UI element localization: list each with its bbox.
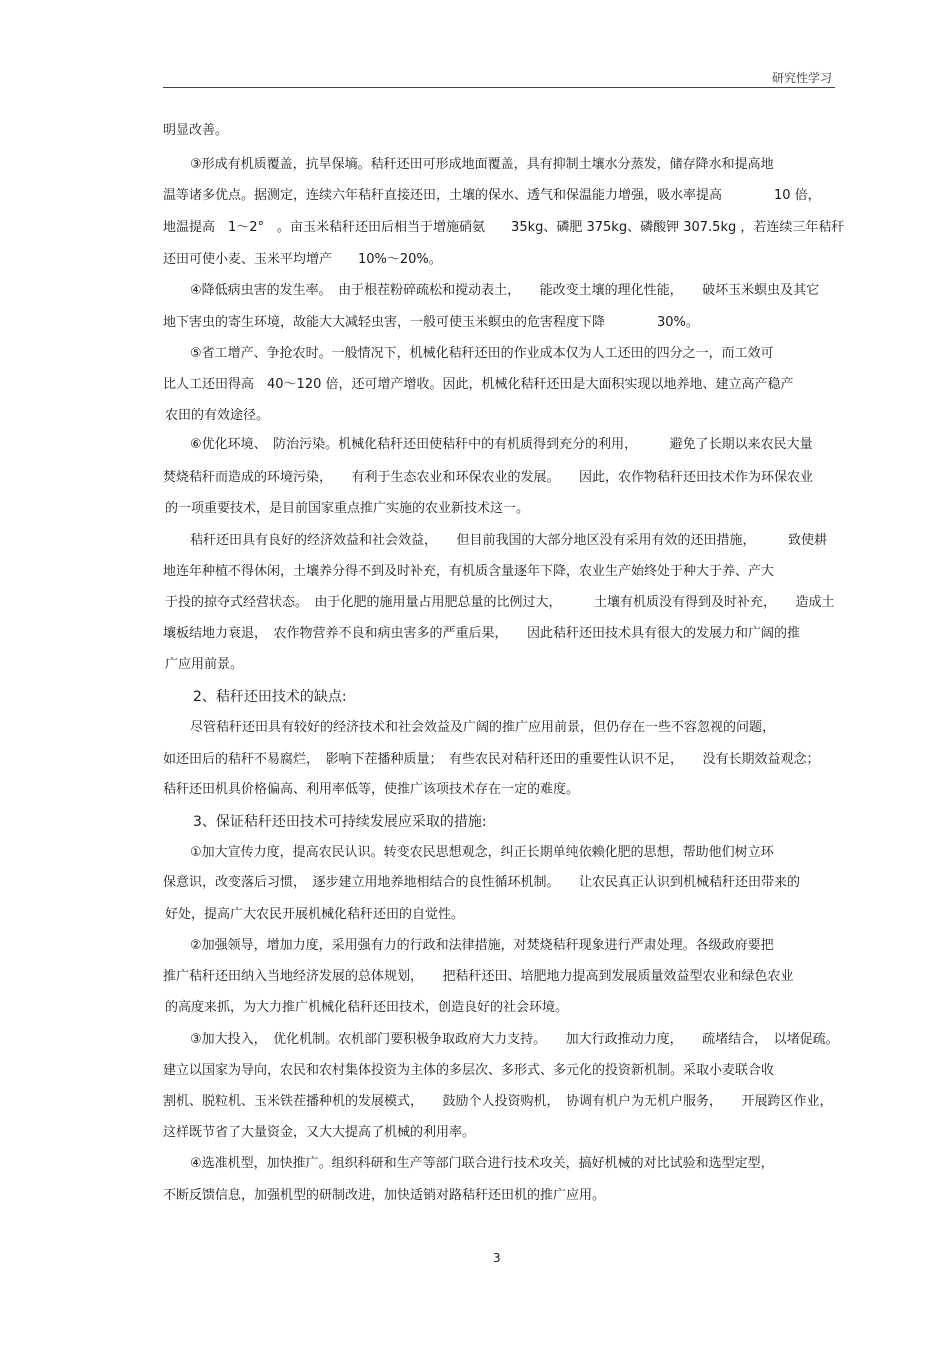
text-line: 地连年种植不得休闲，土壤养分得不到及时补充，有机质含量逐年下降，农业生产始终处于种大于养、产大 — [163, 564, 775, 579]
text-line: ④降低病虫害的发生率。 由于根茬粉碎疏松和搅动表土， 能改变土壤的理化性能， 破坏玉米螟虫及其它 — [190, 283, 820, 298]
text-line: ②加强领导，增加力度，采用强有力的行政和法律措施，对焚烧秸秆现象进行严肃处理。各级政府要把 — [190, 938, 774, 953]
text-line: ④选准机型，加快推广。组织科研和生产等部门联合进行技术攻关，搞好机械的对比试验和选型定型， — [190, 1156, 774, 1171]
text-line: 温等诸多优点。据测定，连续六年秸秆直接还田，土壤的保水、透气和保温能力增强，吸水率提高 10 倍， — [163, 188, 821, 203]
text-line: 的一项重要技术，是目前国家重点推广实施的农业新技术这一。 — [165, 501, 530, 516]
text-line: 的高度来抓，为大力推广机械化秸秆还田技术，创造良好的社会环境。 — [165, 1000, 569, 1015]
text-line: 壤板结地力衰退， 农作物营养不良和病虫害多的严重后果， 因此秸秆还田技术具有很大的发展力和广阔的推 — [163, 626, 801, 641]
section-heading: 2、秸秆还田技术的缺点: — [193, 689, 347, 705]
page-number: 3 — [493, 1251, 501, 1265]
text-line: 比人工还田得高 40～120 倍，还可增产增收。因此，机械化秸秆还田是大面积实现以地养地、建立高产稳产 — [163, 377, 794, 392]
text-line: 不断反馈信息，加强机型的研制改进，加快适销对路秸秆还田机的推广应用。 — [163, 1188, 606, 1203]
text-line: 地下害虫的寄生环境，故能大大减轻虫害，一般可使玉米螟虫的危害程度下降 30%。 — [163, 315, 699, 330]
text-line: 好处，提高广大农民开展机械化秸秆还田的自觉性。 — [165, 907, 465, 922]
header-divider — [163, 87, 835, 88]
header-title: 研究性学习 — [771, 71, 832, 85]
text-line: 保意识，改变落后习惯， 逐步建立用地养地相结合的良性循环机制。 让农民真正认识到机械秸秆还田带来的 — [163, 875, 801, 890]
text-line: 推广秸秆还田纳入当地经济发展的总体规划， 把秸秆还田、培肥地力提高到发展质量效益型农业和绿色农业 — [163, 969, 794, 984]
text-line: 秸秆还田机具价格偏高、利用率低等，使推广该项技术存在一定的难度。 — [163, 782, 580, 797]
text-line: 割机、脱粒机、玉米铁茬播种机的发展模式， 鼓励个人投资购机， 协调有机户为无机户服务， 开展跨区作业， — [163, 1094, 833, 1109]
section-heading: 3、保证秸秆还田技术可持续发展应采取的措施: — [193, 814, 487, 830]
text-line: 广应用前景。 — [165, 657, 244, 672]
text-line: ③加大投入， 优化机制。农机部门要积极争取政府大力支持。 加大行政推动力度， 疏堵结合， 以堵促疏。 — [190, 1032, 839, 1047]
text-line: 地温提高 1～2° 。亩玉米秸秆还田后相当于增施硝氨 35kg、磷肥 375kg、磷酸钾 307.5kg ，若连续三年秸秆 — [163, 220, 845, 235]
text-line: ③形成有机质覆盖，抗旱保墒。秸秆还田可形成地面覆盖，具有抑制土壤水分蒸发，储存降水和提高地 — [190, 157, 774, 172]
text-line: 如还田后的秸秆不易腐烂， 影响下茬播种质量； 有些农民对秸秆还田的重要性认识不足， 没有长期效益观念； — [163, 752, 820, 767]
text-line: 农田的有效途径。 — [165, 408, 270, 423]
text-line: ①加大宣传力度，提高农民认识。转变农民思想观念，纠正长期单纯依赖化肥的思想，帮助他们树立环 — [190, 845, 774, 860]
text-line: 还田可使小麦、玉米平均增产 10%～20%。 — [163, 252, 442, 267]
text-line: 明显改善。 — [163, 123, 229, 138]
text-line: 尽管秸秆还田具有较好的经济技术和社会效益及广阔的推广应用前景，但仍存在一些不容忽视的问题， — [190, 720, 776, 735]
text-line: 于投的掠夺式经营状态。 由于化肥的施用量占用肥总量的比例过大， 土壤有机质没有得到及时补充， 造成土 — [165, 595, 835, 610]
text-line: ⑥优化环境、 防治污染。机械化秸秆还田使秸秆中的有机质得到充分的利用， 避免了长期以来农民大量 — [190, 437, 813, 452]
text-line: 焚烧秸秆而造成的环境污染， 有利于生态农业和环保农业的发展。 因此，农作物秸秆还田技术作为环保农业 — [163, 470, 814, 485]
text-line: 建立以国家为导向，农民和农村集体投资为主体的多层次、多形式、多元化的投资新机制。采取小麦联合收 — [163, 1063, 775, 1078]
text-line: ⑤省工增产、争抢农时。一般情况下，机械化秸秆还田的作业成本仅为人工还田的四分之一，而工效可 — [190, 346, 774, 361]
text-line: 秸秆还田具有良好的经济效益和社会效益， 但目前我国的大部分地区没有采用有效的还田措施， 致使耕 — [190, 533, 828, 548]
text-line: 这样既节省了大量资金，又大大提高了机械的利用率。 — [163, 1125, 476, 1140]
